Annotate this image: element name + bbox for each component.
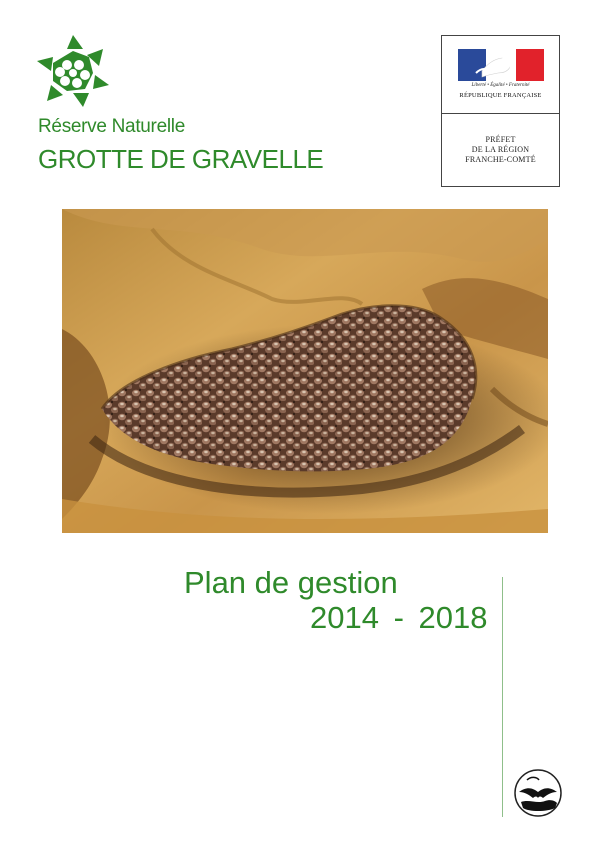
plan-years: 2014 - 2018	[310, 600, 488, 635]
bat-emblem-icon	[513, 768, 563, 818]
prefet-line: DE LA RÉGION	[471, 145, 530, 154]
republic-prefet-block	[441, 35, 560, 187]
republic-name: RÉPUBLIQUE FRANÇAISE	[459, 92, 542, 99]
reserve-name: GROTTE DE GRAVELLE	[38, 144, 324, 174]
reserve-label: Réserve Naturelle	[38, 116, 185, 137]
plan-title: Plan de gestion	[184, 565, 398, 600]
bat-colony-photo	[62, 209, 548, 533]
star-hexagon-logo	[37, 35, 109, 107]
prefet-line: FRANCHE-COMTÉ	[465, 155, 536, 164]
vertical-divider	[502, 577, 503, 817]
republic-motto: Liberté • Égalité • Fraternité	[471, 83, 530, 88]
prefet-line: PRÉFET	[485, 135, 516, 144]
prefet-text	[442, 135, 559, 165]
marianne-logo	[458, 49, 544, 81]
republic-header	[442, 36, 559, 114]
